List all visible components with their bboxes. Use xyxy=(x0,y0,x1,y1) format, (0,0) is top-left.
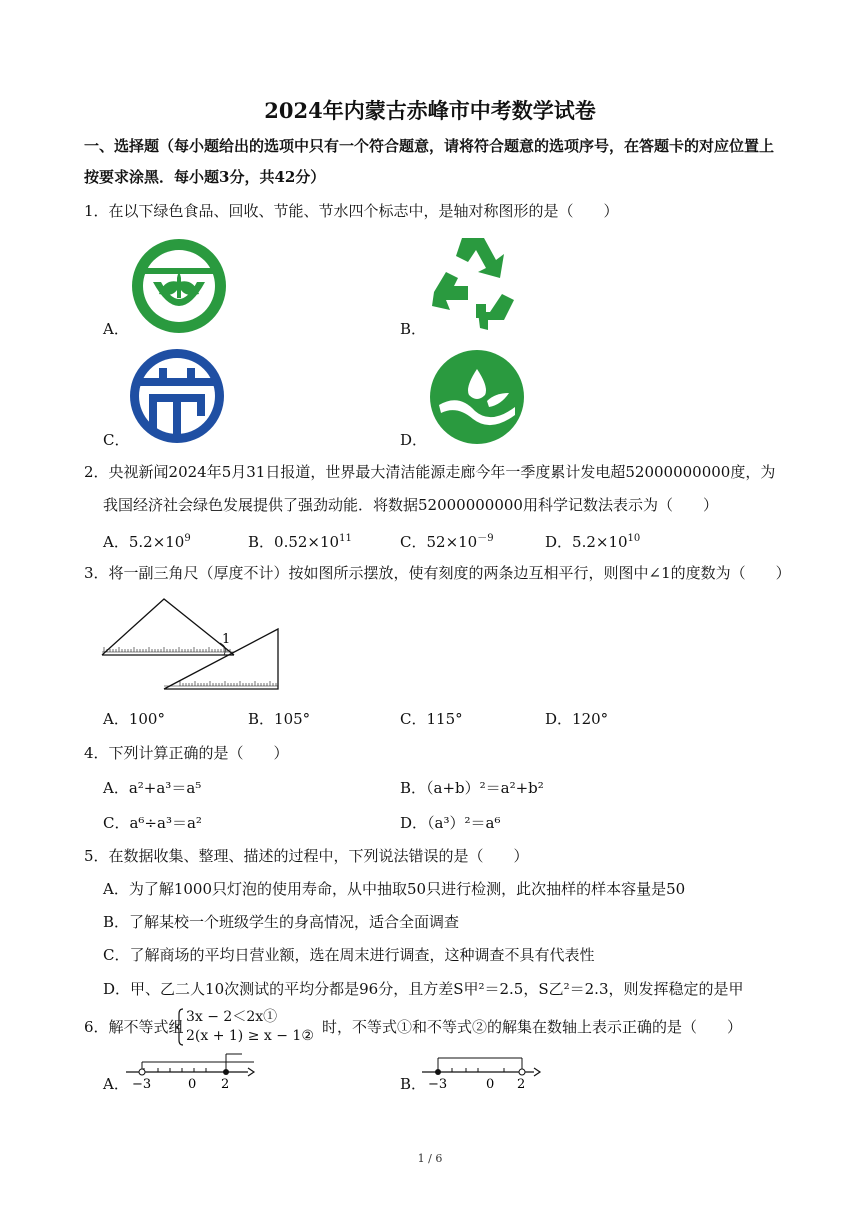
q1-stem: 1．在以下绿色食品、回收、节能、节水四个标志中，是轴对称图形的是（ ） xyxy=(84,202,619,220)
q4-option-a: A．a²+a³＝a⁵ xyxy=(103,779,202,797)
q1-option-a-label: A． xyxy=(103,320,129,338)
section-heading-line2: 按要求涂黑．每小题3分，共42分） xyxy=(84,168,326,186)
tick-label: 0 xyxy=(188,1077,197,1092)
q4-stem: 4．下列计算正确的是（ ） xyxy=(84,744,289,762)
q6-suffix: 时，不等式①和不等式②的解集在数轴上表示正确的是（ ） xyxy=(322,1018,743,1036)
q1-option-c-label: C． xyxy=(103,431,130,449)
tick-label: 2 xyxy=(517,1077,526,1092)
q3-option-a: A．100° xyxy=(103,710,165,728)
q4-option-c: C．a⁶÷a³＝a² xyxy=(103,814,202,832)
q2-option-d: D．$5.2\times 10^{10}$ xyxy=(545,533,641,551)
q6-inequality-1: 3x − 2＜2x① xyxy=(186,1009,278,1025)
section-heading-line1: 一、选择题（每小题给出的选项中只有一个符合题意，请将符合题意的选项序号，在答题卡的对应位置上 xyxy=(84,137,775,155)
q5-option-c: C．了解商场的平均日营业额，选在周末进行调查，这种调查不具有代表性 xyxy=(103,946,595,964)
q2-option-a: A．$5.2\times 10^9$ xyxy=(103,533,191,551)
q6-number-line-b xyxy=(420,1050,552,1092)
q3-stem: 3．将一副三角尺（厚度不计）按如图所示摆放，使有刻度的两条边互相平行，则图中∠1的度数为（ ） xyxy=(84,564,791,582)
q6-option-a-label: A． xyxy=(103,1075,129,1093)
q3-option-b: B．105° xyxy=(248,710,311,728)
system-brace-icon xyxy=(176,1008,184,1046)
tick-label: −3 xyxy=(132,1077,152,1092)
tick-label: 2 xyxy=(221,1077,230,1092)
q6-number-line-a xyxy=(124,1050,256,1092)
q5-option-a: A．为了解1000只灯泡的使用寿命，从中抽取50只进行检测，此次抽样的样本容量是50 xyxy=(103,880,686,898)
angle-1-label: 1 xyxy=(222,632,231,647)
tick-label: −3 xyxy=(428,1077,448,1092)
energy-saving-logo-icon xyxy=(129,348,225,444)
q2-option-c: C．$52\times 10^{-9}$ xyxy=(400,533,494,551)
page-number: 1 / 6 xyxy=(417,1152,443,1165)
q1-option-d-label: D． xyxy=(400,431,428,449)
q5-option-b: B．了解某校一个班级学生的身高情况，适合全面调查 xyxy=(103,913,460,931)
q6-prefix: 6．解不等式组 xyxy=(84,1018,184,1036)
green-food-logo-icon xyxy=(131,238,227,334)
q2-stem-line2: 我国经济社会绿色发展提供了强劲动能．将数据52000000000用科学记数法表示为（ ） xyxy=(103,496,718,514)
recycle-logo-icon xyxy=(428,232,522,332)
q3-option-c: C．115° xyxy=(400,710,463,728)
set-square-figure xyxy=(100,595,282,691)
tick-label: 0 xyxy=(486,1077,495,1092)
q5-option-d: D．甲、乙二人10次测试的平均分都是96分，且方差S甲²＝2.5，S乙²＝2.3，则发挥稳定的是甲 xyxy=(103,980,744,998)
q2-stem-line1: 2．央视新闻2024年5月31日报道，世界最大清洁能源走廊今年一季度累计发电超52000000000度，为 xyxy=(84,463,776,481)
page-title: 2024年内蒙古赤峰市中考数学试卷 xyxy=(264,98,596,123)
q4-option-d: D．（a³）²＝a⁶ xyxy=(400,814,501,832)
q6-option-b-label: B． xyxy=(400,1075,427,1093)
q2-option-b: B．$0.52\times 10^{11}$ xyxy=(248,533,352,551)
q6-inequality-2: 2(x + 1) ≥ x − 1② xyxy=(186,1028,314,1044)
q4-option-b: B．（a+b）²＝a²+b² xyxy=(400,779,544,797)
q1-option-b-label: B． xyxy=(400,320,427,338)
q3-option-d: D．120° xyxy=(545,710,609,728)
water-saving-logo-icon xyxy=(429,349,525,445)
q5-stem: 5．在数据收集、整理、描述的过程中，下列说法错误的是（ ） xyxy=(84,847,529,865)
